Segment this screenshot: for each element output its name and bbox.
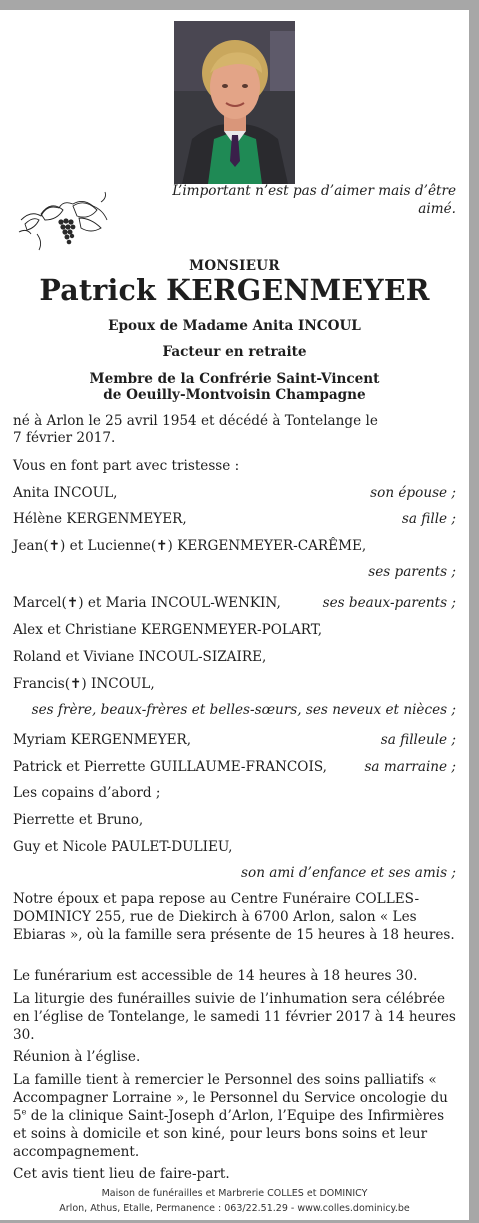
family-row — [13, 594, 456, 612]
family-names: Alex et Christiane KERGENMEYER-POLART, — [13, 622, 323, 638]
family-relation: sa marraine ; — [364, 759, 456, 775]
family-names: Pierrette et Bruno, — [13, 812, 144, 828]
birth-death-line-1: né à Arlon le 25 avril 1954 et décédé à Tontelange le — [13, 413, 378, 429]
occupation-line: Facteur en retraite — [162, 344, 307, 360]
family-row — [13, 537, 456, 555]
obituary-notice — [0, 10, 469, 1220]
spouse-line: Epoux de Madame Anita INCOUL — [108, 318, 361, 334]
family-relation: ses beaux-parents ; — [322, 595, 456, 611]
family-names: Patrick et Pierrette GUILLAUME-FRANCOIS, — [13, 759, 327, 775]
liturgy-paragraph: La liturgie des funérailles suivie de l’inhumation sera célébrée en l’église de Tontelange, le samedi 11 février 2017 à 14 heures 30. — [13, 991, 456, 1043]
family-relation: son épouse ; — [370, 485, 456, 501]
epigraph-quote: L’important n’est pas d’aimer mais d’être aimé. — [172, 183, 456, 217]
ordinal-suffix: e — [21, 1107, 27, 1117]
family-row — [13, 811, 456, 829]
family-row — [13, 484, 456, 502]
family-names: Marcel(✝) et Maria INCOUL-WENKIN, — [13, 595, 281, 611]
membership-line-1: Membre de la Confrérie Saint-Vincent — [89, 371, 380, 387]
family-names: Francis(✝) INCOUL, — [13, 676, 155, 692]
family-names: Jean(✝) et Lucienne(✝) KERGENMEYER-CARÊME, — [13, 538, 367, 554]
family-row — [13, 510, 456, 528]
notice-paragraph: Cet avis tient lieu de faire-part. — [13, 1166, 230, 1182]
announcement-intro: Vous en font part avec tristesse : — [13, 458, 240, 474]
family-row — [13, 731, 456, 749]
honorific-title: MONSIEUR — [189, 258, 280, 274]
family-row — [13, 621, 456, 639]
family-names: Hélène KERGENMEYER, — [13, 511, 187, 527]
family-names: Les copains d’abord ; — [13, 785, 161, 801]
family-row — [13, 838, 456, 856]
deceased-name: Patrick KERGENMEYER — [39, 273, 430, 307]
thanks-paragraph — [13, 1071, 456, 1161]
family-relation: sa fille ; — [401, 511, 456, 527]
family-relation: ses parents ; — [368, 564, 456, 580]
family-names: Guy et Nicole PAULET-DULIEU, — [13, 839, 233, 855]
family-relation: son ami d’enfance et ses amis ; — [241, 865, 456, 881]
family-row — [13, 675, 456, 693]
resting-place-paragraph: Notre époux et papa repose au Centre Funéraire COLLES-DOMINICY 255, rue de Diekirch à 6700 Arlon, salon « Les Ebiaras », où la famille sera présente de 15 heures à 18 heures. — [13, 891, 455, 943]
family-names: Anita INCOUL, — [13, 485, 118, 501]
funerarium-hours-paragraph: Le funérarium est accessible de 14 heures à 18 heures 30. — [13, 968, 418, 984]
family-row — [13, 758, 456, 776]
portrait-photo — [174, 21, 295, 184]
membership-line-2: de Oeuilly-Montvoisin Champagne — [103, 387, 366, 403]
family-relation: ses frère, beaux-frères et belles-sœurs, ses neveux et nièces ; — [31, 702, 456, 718]
family-names: Myriam KERGENMEYER, — [13, 732, 192, 748]
meeting-paragraph: Réunion à l’église. — [13, 1049, 141, 1065]
thanks-text: La famille tient à remercier le Personnel des soins palliatifs « Accompagner Lorraine », le Personnel du Service oncologie du 5 — [13, 1072, 448, 1124]
thanks-text: de la clinique Saint-Joseph d’Arlon, l’Equipe des Infirmières et soins à domicile et son kiné, pour leurs bons soins et leur accompagnement. — [13, 1108, 445, 1160]
grapevine-illustration — [17, 190, 109, 254]
funeral-home-contact: Arlon, Athus, Etalle, Permanence : 063/22.51.29 - www.colles.dominicy.be — [59, 1203, 410, 1214]
funeral-home-name: Maison de funérailles et Marbrerie COLLES et DOMINICY — [101, 1188, 368, 1199]
birth-death-line-2: 7 février 2017. — [13, 430, 116, 446]
family-row — [13, 648, 456, 666]
family-row — [13, 784, 456, 802]
family-names: Roland et Viviane INCOUL-SIZAIRE, — [13, 649, 267, 665]
family-relation: sa filleule ; — [380, 732, 456, 748]
